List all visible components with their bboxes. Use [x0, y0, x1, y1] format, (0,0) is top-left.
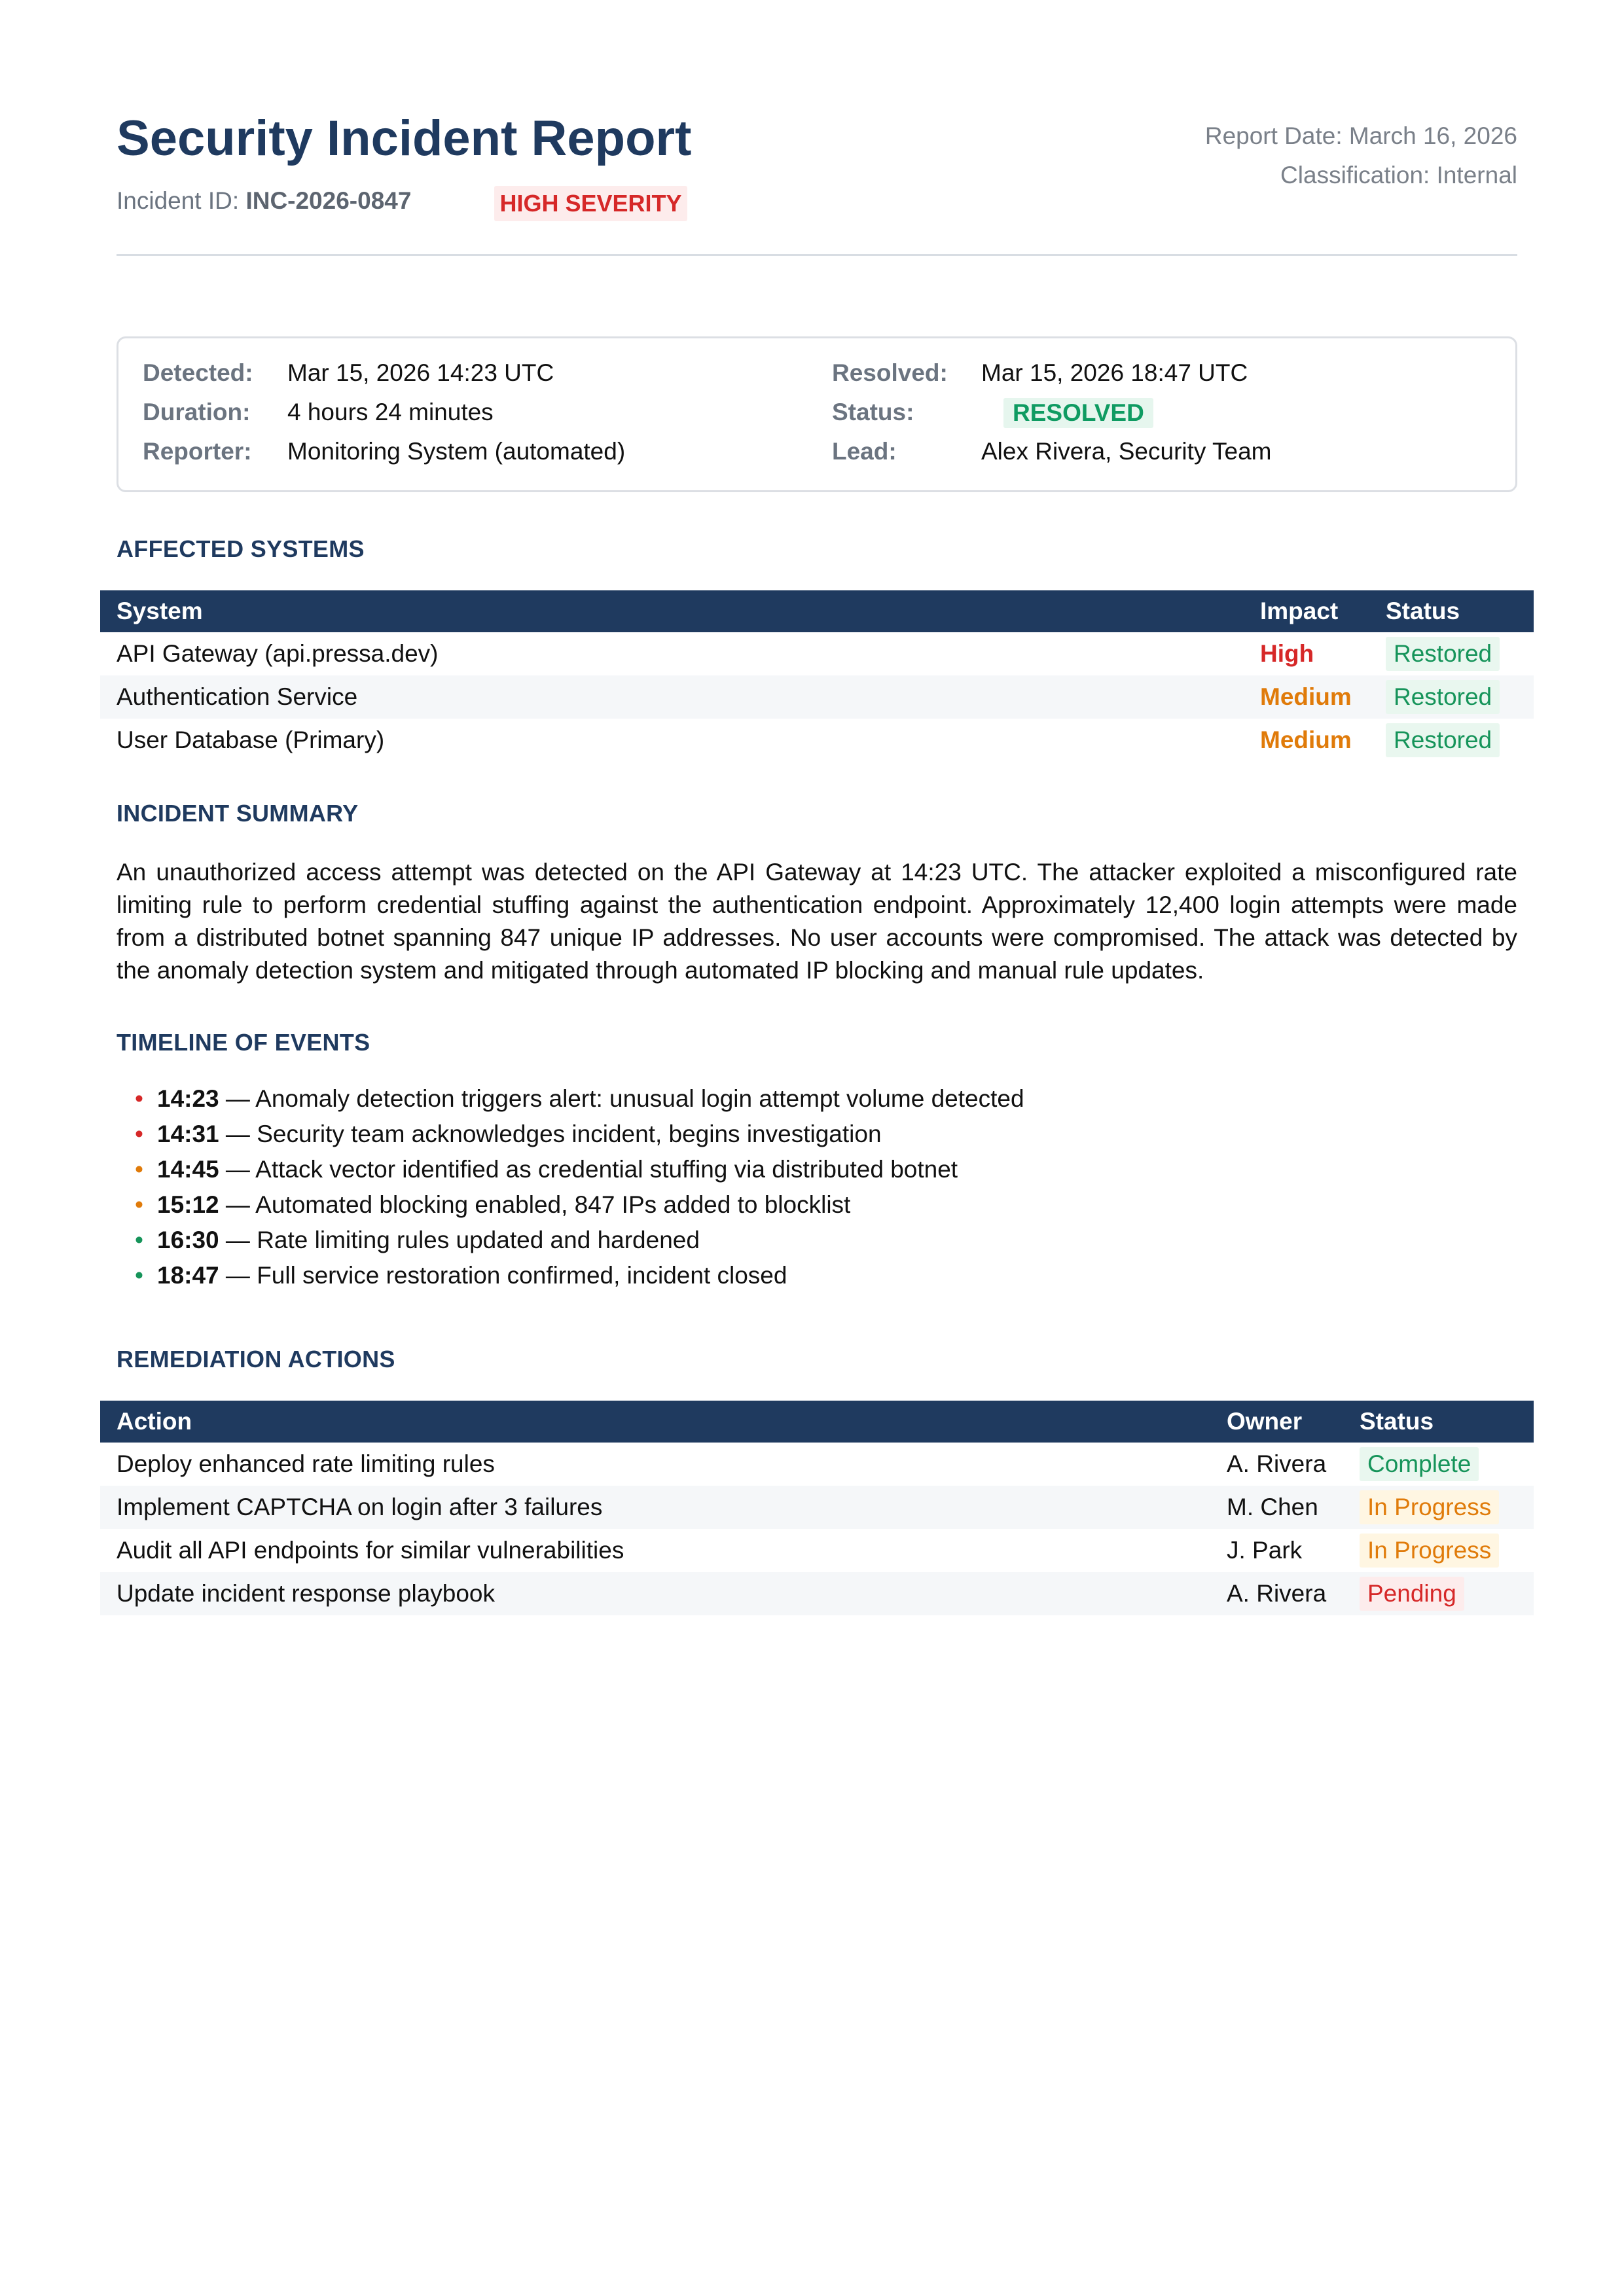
action-cell: Implement CAPTCHA on login after 3 failures [100, 1486, 1227, 1529]
system-cell: API Gateway (api.pressa.dev) [117, 640, 439, 667]
event-text: — Anomaly detection triggers alert: unusual login attempt volume detected [219, 1085, 1024, 1112]
report-header [117, 105, 1517, 256]
timeline-item [117, 1223, 1517, 1258]
column-header: Status [1386, 590, 1534, 632]
affected-systems-heading: AFFECTED SYSTEMS [117, 535, 365, 562]
incident-summary-heading: INCIDENT SUMMARY [117, 800, 359, 827]
event-text: — Attack vector identified as credential stuffing via distributed botnet [219, 1156, 958, 1183]
detected-label: Detected: [143, 359, 253, 386]
owner-cell: J. Park [1227, 1537, 1303, 1564]
event-text: — Full service restoration confirmed, incident closed [219, 1262, 787, 1289]
info-row-duration [143, 393, 1491, 432]
status-label: Status: [832, 399, 914, 425]
duration-label: Duration: [143, 399, 251, 425]
bullet-icon: • [135, 1156, 143, 1183]
timeline-list [117, 1081, 1517, 1293]
duration-value: 4 hours 24 minutes [287, 399, 494, 425]
bullet-icon: • [135, 1262, 143, 1289]
status-pill: In Progress [1360, 1490, 1499, 1524]
bullet-icon: • [135, 1191, 143, 1218]
event-text: — Security team acknowledges incident, begins investigation [219, 1121, 882, 1147]
incident-summary-text: An unauthorized access attempt was detected on the API Gateway at 14:23 UTC. The attacker exploited a misconfigured rate limiting rule to perform credential stuffing against the authentication endpoint. Approximately 12,400 login attempts were made from a distributed botnet spanning 847 unique IP addresses. No user accounts were compromised. The attack was detected by the anomaly detection system and mitigated through automated IP blocking and manual rule updates. [117, 859, 1517, 984]
timeline-item [117, 1117, 1517, 1152]
lead-label: Lead: [832, 438, 897, 465]
info-row-reporter [143, 432, 1491, 471]
event-time: 14:45 [157, 1156, 219, 1183]
status-pill: Restored [1386, 723, 1500, 757]
event-text: — Automated blocking enabled, 847 IPs added to blocklist [219, 1191, 851, 1218]
timeline-item [117, 1081, 1517, 1117]
reporter-label: Reporter: [143, 438, 252, 465]
lead-value: Alex Rivera, Security Team [981, 438, 1272, 465]
table-row [100, 719, 1534, 762]
impact-cell: High [1260, 640, 1314, 667]
bullet-icon: • [135, 1227, 143, 1253]
info-row-detected [143, 353, 1491, 393]
report-date: Report Date: March 16, 2026 [1204, 122, 1517, 149]
status-pill: Restored [1386, 680, 1500, 714]
owner-cell: M. Chen [1227, 1486, 1360, 1529]
status-cell [1386, 675, 1534, 719]
incident-id-label: Incident ID: [117, 187, 240, 214]
status-cell [1360, 1529, 1534, 1572]
status-cell [1360, 1443, 1534, 1486]
action-cell: Audit all API endpoints for similar vulnerabilities [117, 1537, 624, 1564]
impact-cell: Medium [1260, 726, 1352, 753]
report-meta [1205, 117, 1517, 195]
column-header: Impact [1260, 590, 1386, 632]
impact-cell: Medium [1260, 675, 1386, 719]
column-header: Status [1360, 1401, 1534, 1443]
incident-id [117, 187, 411, 215]
status-pill: In Progress [1360, 1534, 1499, 1568]
table-header-row [100, 1401, 1534, 1443]
action-cell: Update incident response playbook [100, 1572, 1227, 1615]
status-cell [1386, 719, 1534, 762]
remediation-table [100, 1401, 1534, 1615]
owner-cell: A. Rivera [1227, 1572, 1360, 1615]
affected-systems-table [100, 590, 1534, 762]
timeline-item [117, 1258, 1517, 1293]
status-pill: Pending [1360, 1577, 1464, 1611]
table-row [100, 1443, 1534, 1486]
status-cell [1360, 1486, 1534, 1529]
status-pill: Complete [1360, 1447, 1479, 1481]
event-time: 14:31 [157, 1121, 219, 1147]
severity-badge: HIGH SEVERITY [494, 186, 687, 221]
column-header: Action [100, 1401, 1227, 1443]
column-header: System [100, 590, 1260, 632]
column-header: Owner [1227, 1401, 1360, 1443]
table-row [100, 1486, 1534, 1529]
detected-value: Mar 15, 2026 14:23 UTC [287, 359, 554, 386]
action-cell: Deploy enhanced rate limiting rules [117, 1450, 495, 1477]
bullet-icon: • [135, 1085, 143, 1112]
table-row [100, 1529, 1534, 1572]
event-text: — Rate limiting rules updated and hardened [219, 1227, 700, 1253]
table-row [100, 1572, 1534, 1615]
bullet-icon: • [135, 1121, 143, 1147]
owner-cell: A. Rivera [1227, 1450, 1327, 1477]
table-row [100, 675, 1534, 719]
event-time: 18:47 [157, 1262, 219, 1289]
resolved-label: Resolved: [832, 359, 948, 386]
incident-id-value: INC-2026-0847 [245, 187, 412, 214]
status-cell [1386, 632, 1534, 675]
event-time: 16:30 [157, 1227, 219, 1253]
incident-info-box [117, 336, 1517, 492]
event-time: 14:23 [157, 1085, 219, 1112]
timeline-item [117, 1152, 1517, 1187]
event-time: 15:12 [157, 1191, 219, 1218]
system-cell: User Database (Primary) [117, 726, 385, 753]
table-row [100, 632, 1534, 675]
timeline-item [117, 1187, 1517, 1223]
system-cell: Authentication Service [100, 675, 1260, 719]
remediation-heading: REMEDIATION ACTIONS [117, 1346, 395, 1372]
status-badge: RESOLVED [1003, 398, 1153, 428]
report-title: Security Incident Report [117, 111, 692, 166]
reporter-value: Monitoring System (automated) [287, 438, 626, 465]
status-cell [1360, 1572, 1534, 1615]
timeline-heading: TIMELINE OF EVENTS [117, 1029, 370, 1056]
classification: Classification: Internal [1280, 162, 1517, 188]
table-header-row [100, 590, 1534, 632]
resolved-value: Mar 15, 2026 18:47 UTC [981, 359, 1248, 386]
status-pill: Restored [1386, 637, 1500, 671]
